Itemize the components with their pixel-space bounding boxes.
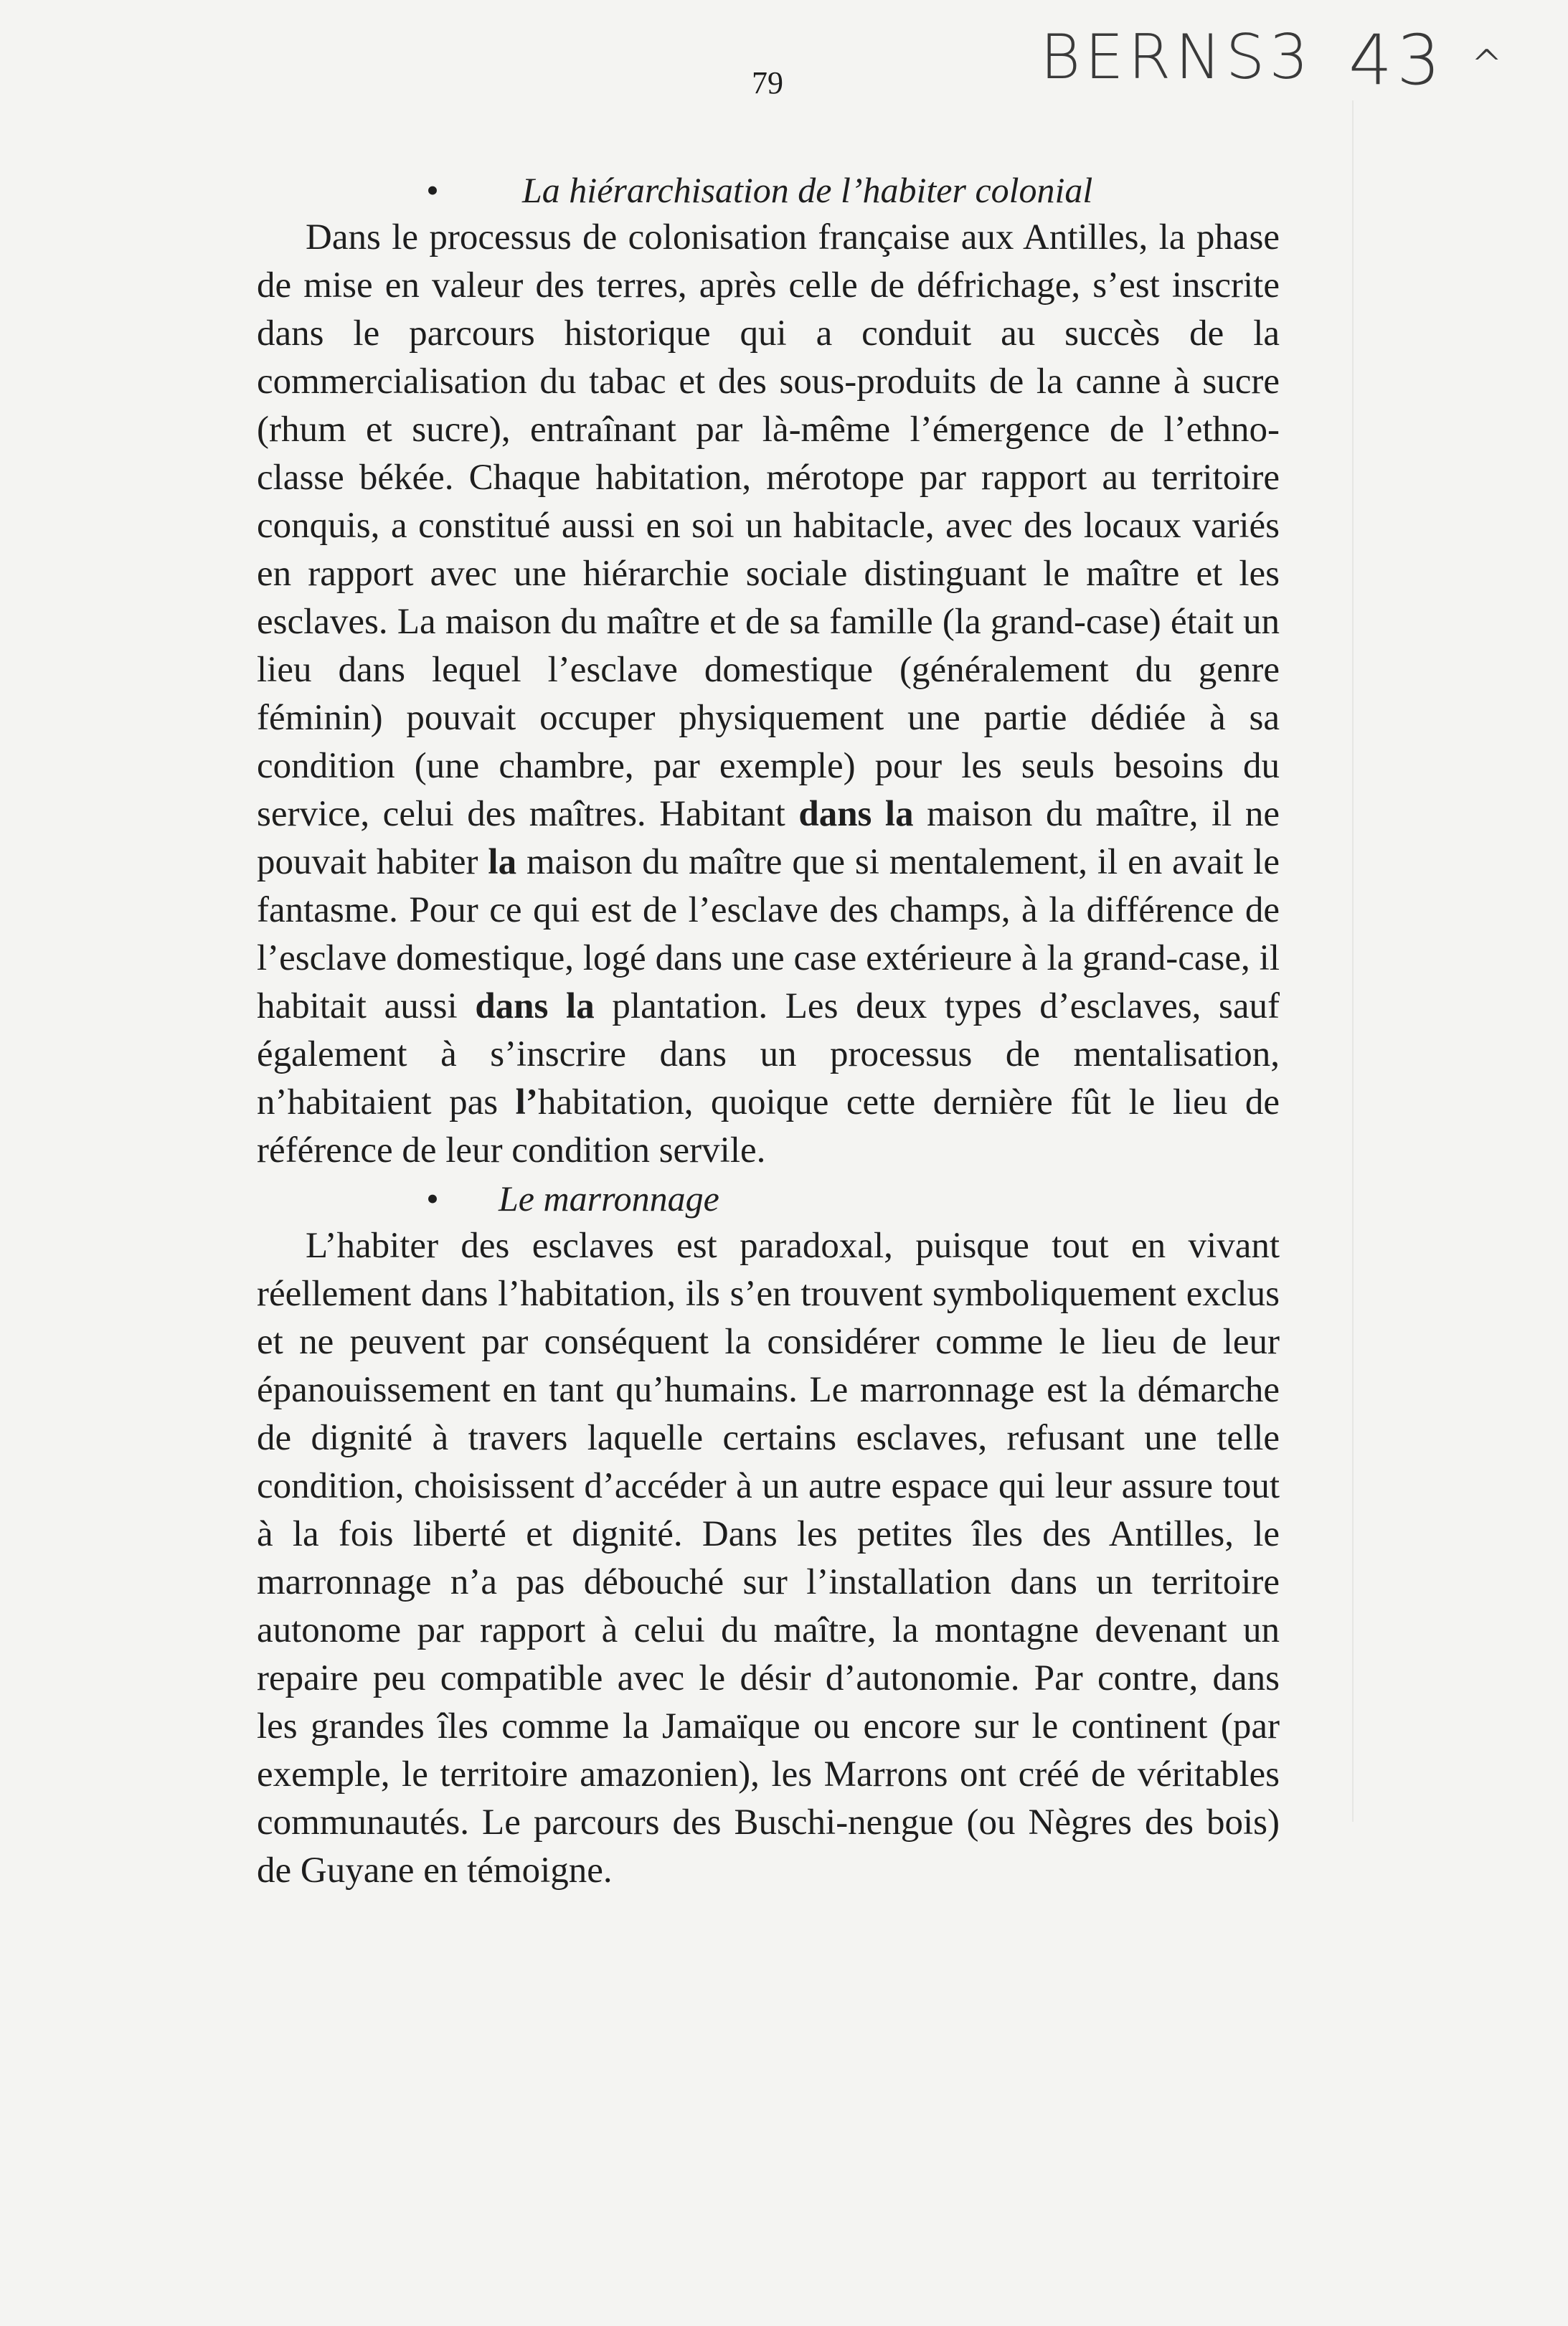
section-heading-text: La hiérarchisation de l’habiter colonial [522,170,1093,210]
paragraph-bold-run: l’ [515,1082,538,1122]
handwritten-reference-code: BERNS3 [1040,22,1313,93]
bullet-icon: • [426,1178,439,1219]
paragraph-text-run: maison du maître que si mentalement, il en avait le fantasme. Pour ce qui est de l’esclave des champs, à la différence de l’esclave domestique, logé dans une case extérieure à la grand-case, il habitait aussi [257,842,1280,1026]
paragraph-text-run: maison du maître, il ne pouvait habiter [257,794,1280,882]
scan-margin-line [1352,100,1354,1822]
paragraph-text-run: Dans le processus de colonisation française aux Antilles, la phase de mise en valeur des terres, après celle de défrichage, s’est inscrite dans le parcours historique qui a conduit au succès de la commercialisation du tabac et des sous-produits de la canne à sucre (rhum et sucre), entraînant par là-même l’émergence de l’ethno-classe békée. Chaque habitation, mérotope par rapport au territoire conquis, a constitué aussi en soi un habitacle, avec des locaux variés en rapport avec une hiérarchie sociale distinguant le maître et les esclaves. La maison du maître et de sa famille (la grand-case) était un lieu dans lequel l’esclave domestique (généralement du genre féminin) pouvait occuper physiquement une partie dédiée à sa condition (une chambre, par exemple) pour les seuls besoins du service, celui des maîtres. Habitant [257,217,1280,834]
section-heading-text: Le marronnage [499,1178,719,1219]
paragraph-text-run: habitation, quoique cette dernière fût le lieu de référence de leur condition servile. [257,1082,1280,1171]
section-heading-marronnage [257,1175,1280,1222]
page-number: 79 [752,65,783,100]
bullet-icon: • [426,170,439,210]
paragraph-bold-run: dans la [475,986,595,1026]
paragraph-text-run: L’habiter des esclaves est paradoxal, puisque tout en vivant réellement dans l’habitation, ils s’en trouvent symboliquement exclus et ne peuvent par conséquent la considérer comme le lieu de leur épanouissement en tant qu’humains. Le marronnage est la démarche de dignité à travers laquelle certains esclaves, refusant une telle condition, choisissent d’accéder à un autre espace qui leur assure tout à la fois liberté et dignité. Dans les petites îles des Antilles, le marronnage n’a pas débouché sur l’installation dans un territoire autonome par rapport à celui du maître, la montagne devenant un repaire peu compatible avec le désir d’autonomie. Par contre, dans les grandes îles comme la Jamaïque ou encore sur le continent (par exemple, le territoire amazonien), les Marrons ont créé de véritables communautés. Le parcours des Buschi-nengue (ou Nègres des bois) de Guyane en témoigne. [257,1226,1280,1891]
paragraph-text-run: plantation. Les deux types d’esclaves, sauf également à s’inscrire dans un processus de mentalisation, n’habitaient pas [257,986,1280,1122]
paragraph-bold-run: la [488,842,517,882]
handwritten-sheet-number: 43 [1349,20,1445,100]
paragraph-marronnage [257,1222,1280,1895]
page-body [257,166,1280,1895]
section-heading-hierarchisation [257,166,1280,214]
paragraph-bold-run: dans la [798,794,914,834]
handwritten-caret-mark: ^ [1470,42,1508,87]
paragraph-hierarchisation [257,214,1280,1175]
